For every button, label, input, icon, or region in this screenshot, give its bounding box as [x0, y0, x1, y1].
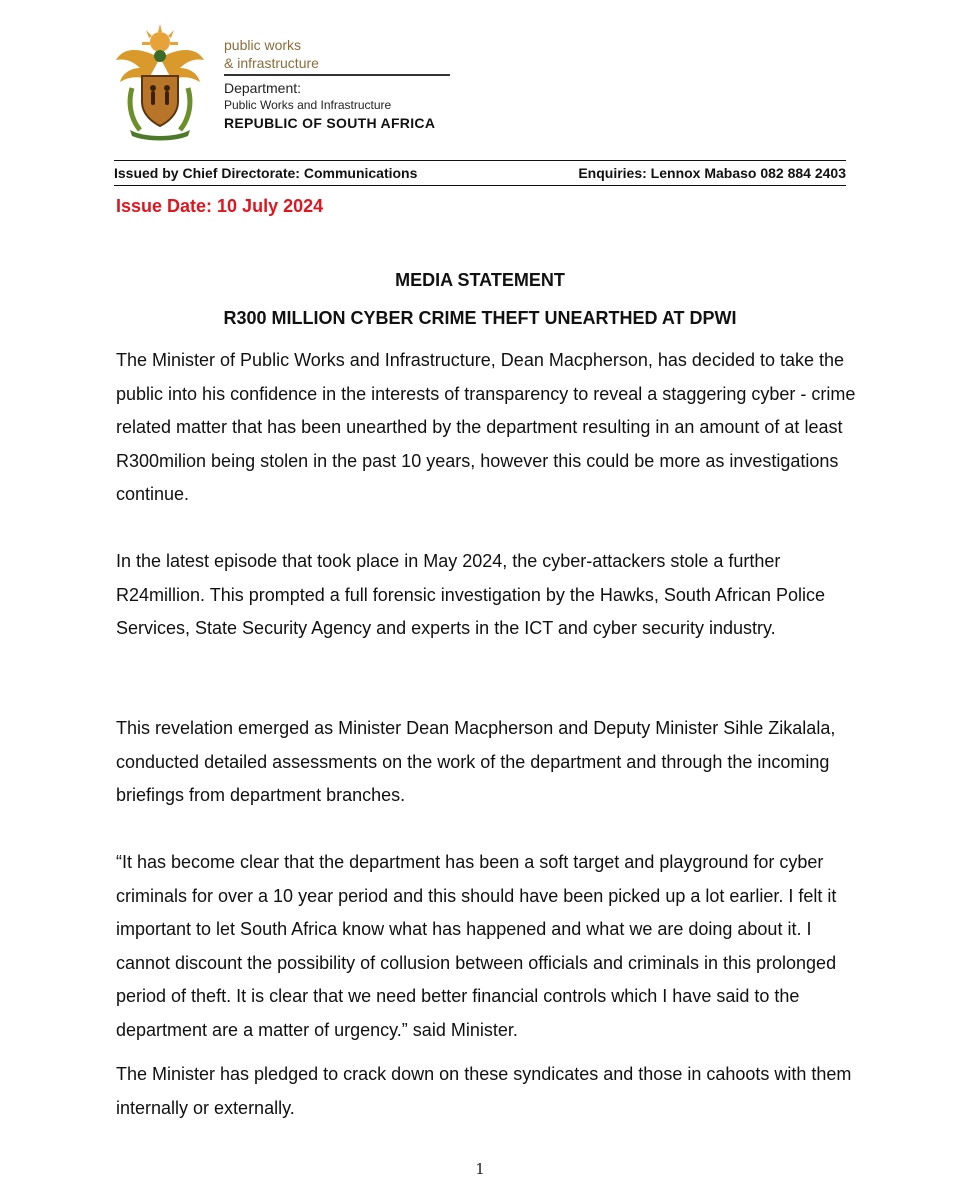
body-paragraph: The Minister of Public Works and Infrastructure, Dean Macpherson, has decided to take the public into his confidence in the interests of transparency to reveal a staggering cyber - crime related matter that has been unearthed by the department resulting in an amount of at least R300milion being stolen in the past 10 years, however this could be more as investigations continue. [116, 350, 856, 504]
issue-date: Issue Date: 10 July 2024 [116, 196, 324, 216]
body-paragraph: The Minister has pledged to crack down on these syndicates and those in cahoots with them internally or externally. [116, 1064, 852, 1118]
issued-by: Issued by Chief Directorate: Communications [114, 165, 418, 181]
brand-line-2: & infrastructure [224, 55, 319, 71]
brand-wordmark [224, 36, 319, 72]
issued-bar [114, 160, 846, 186]
coat-of-arms-icon [112, 18, 208, 142]
header-divider [224, 74, 450, 76]
body-paragraph: In the latest episode that took place in May 2024, the cyber-attackers stole a further R24million. This prompted a full forensic investigation by the Hawks, South African Police Services, State Security Agency and experts in the ICT and cyber security industry. [116, 551, 826, 638]
page-number: 1 [475, 1160, 485, 1178]
statement-type: MEDIA STATEMENT [395, 270, 565, 290]
body-paragraph: This revelation emerged as Minister Dean Macpherson and Deputy Minister Sihle Zikalala, conducted detailed assessments on the work of the department and through the incoming briefings from department branches. [116, 718, 836, 805]
department-block [224, 80, 464, 133]
department-label: Department: [224, 80, 302, 96]
body-paragraph: “It has become clear that the department has been a soft target and playground for cyber criminals for over a 10 year period and this should have been picked up a lot earlier. I felt it important to let South Africa know what has happened and what we are doing about it. I cannot discount the possibility of collusion between officials and criminals in this prolonged period of theft. It is clear that we need better financial controls which I have said to the department are a matter of urgency.” said Minister. [116, 852, 837, 1040]
statement-title: R300 MILLION CYBER CRIME THEFT UNEARTHED AT DPWI [223, 308, 737, 328]
brand-line-1: public works [224, 37, 302, 53]
enquiries-contact: Enquiries: Lennox Mabaso 082 884 2403 [578, 165, 846, 181]
country-name: REPUBLIC OF SOUTH AFRICA [224, 115, 436, 131]
department-name: Public Works and Infrastructure [224, 98, 392, 112]
